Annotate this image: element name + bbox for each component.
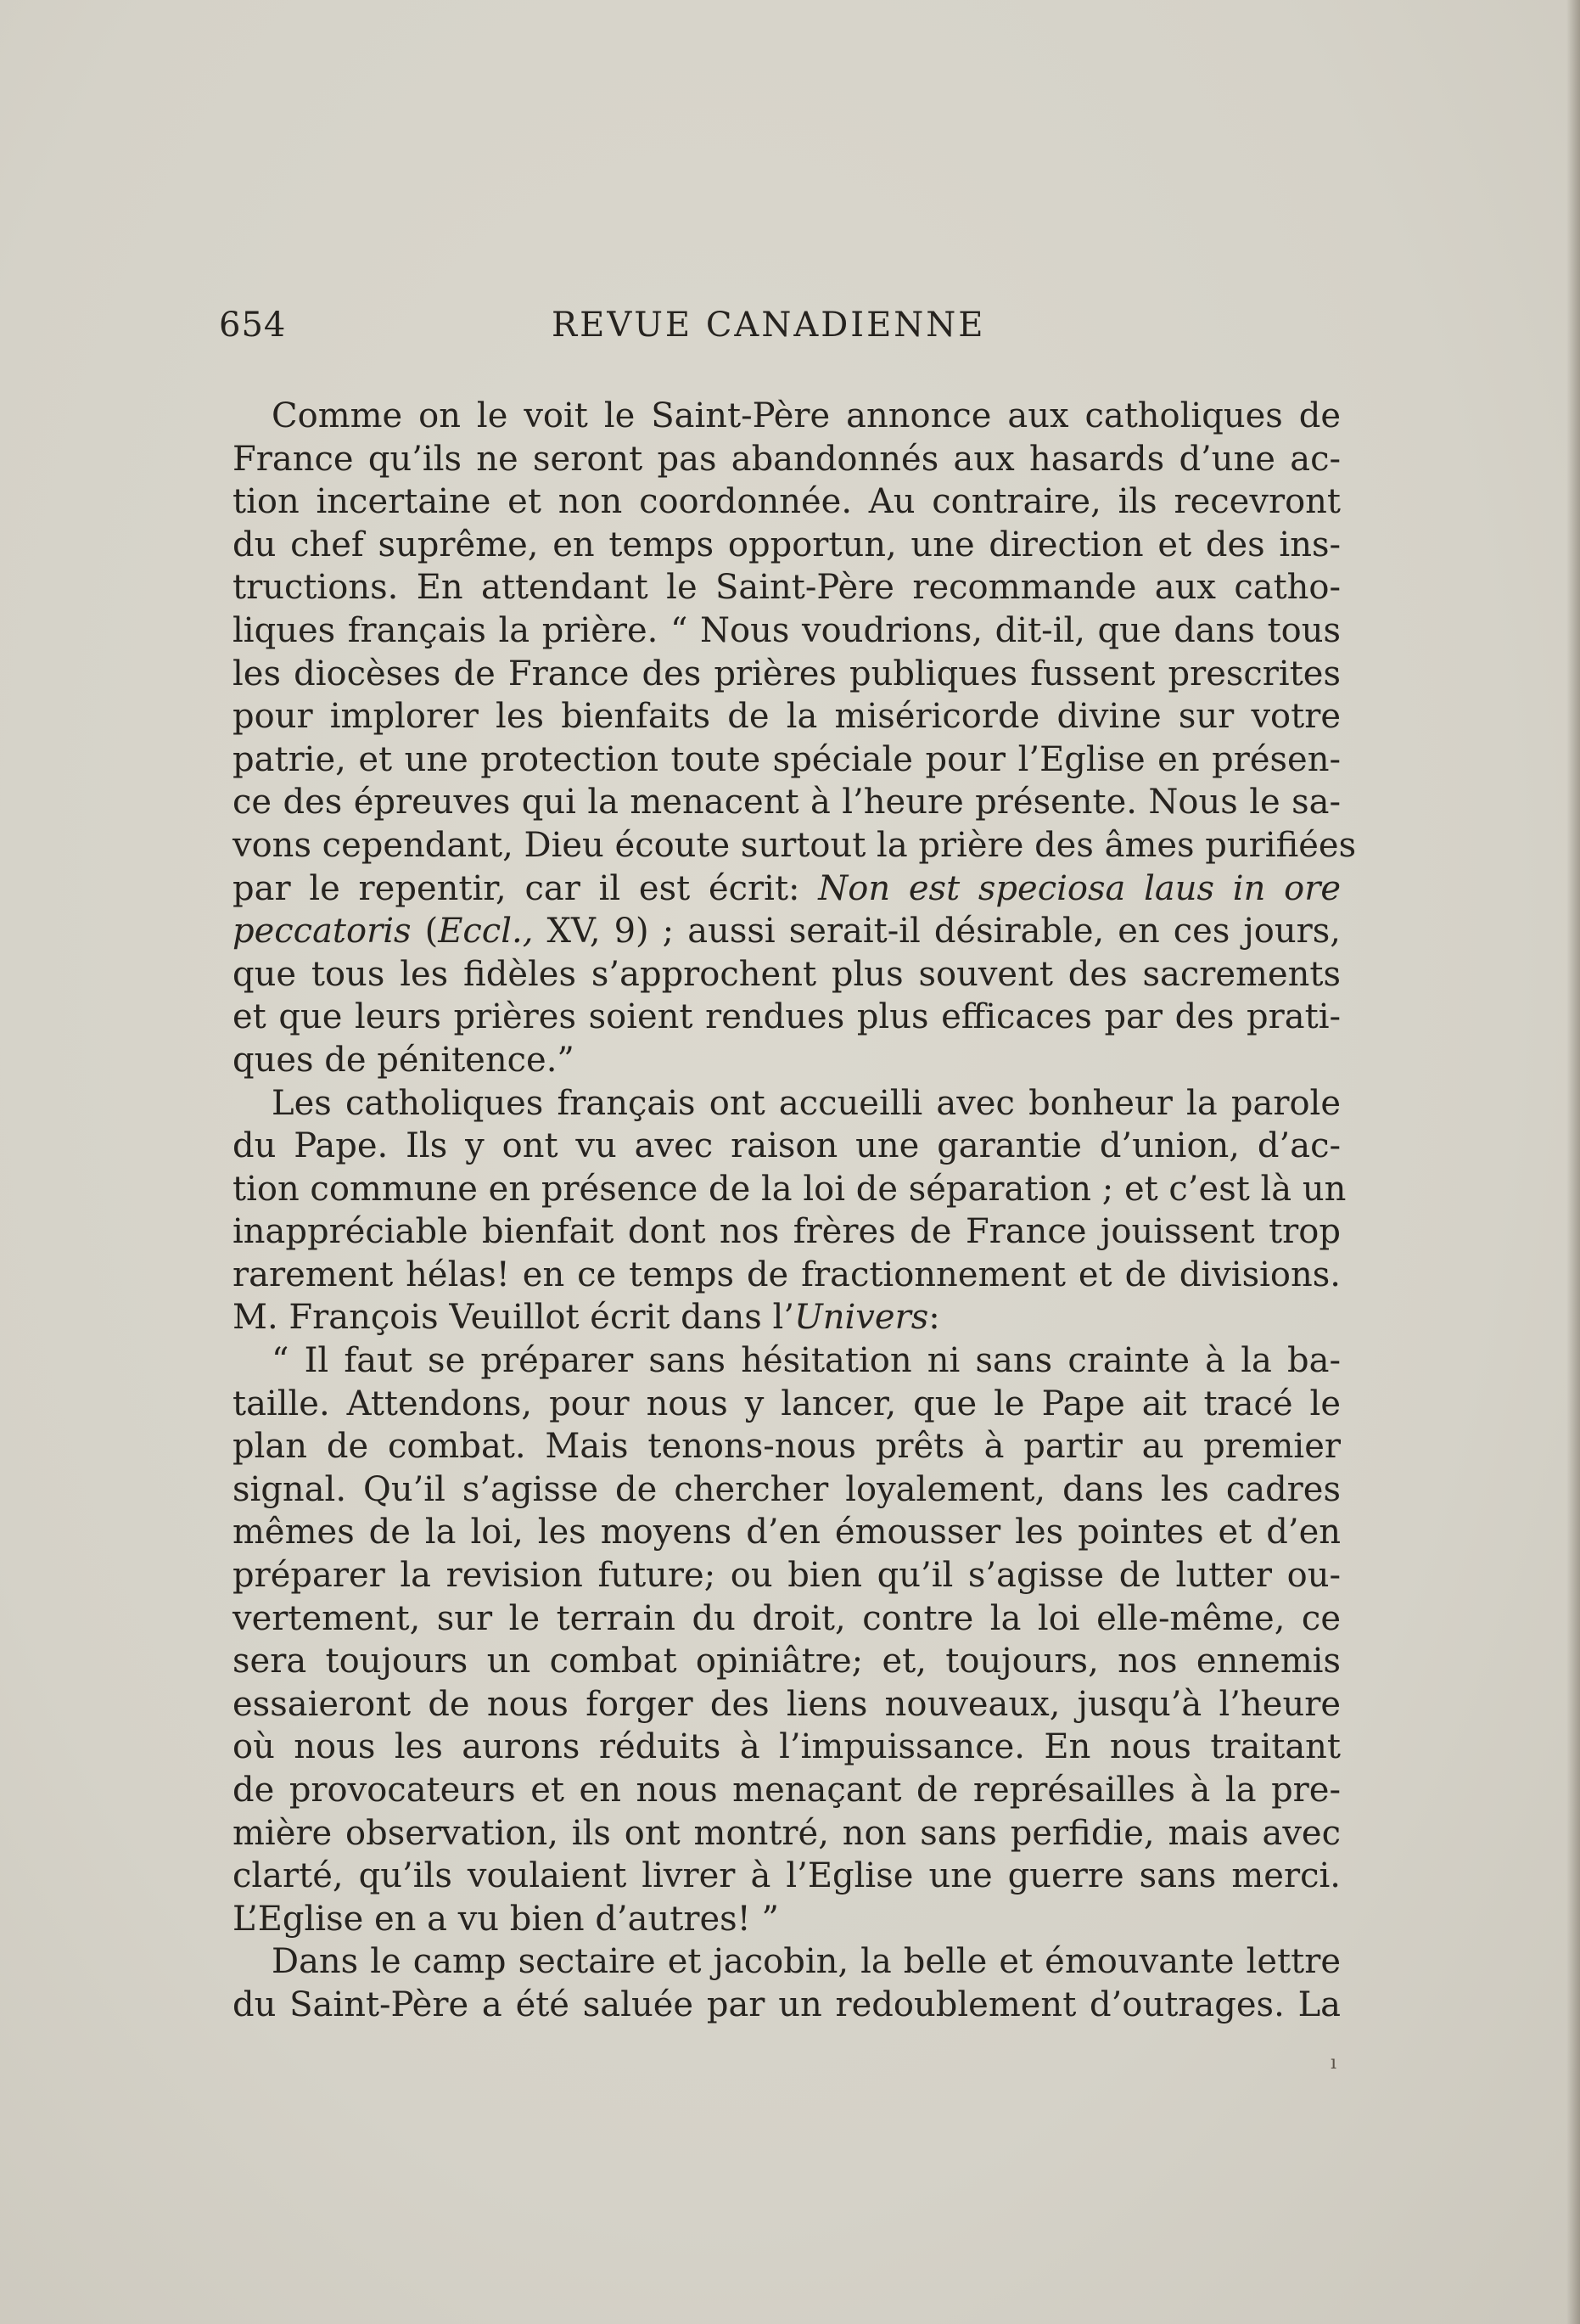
text-line: [233, 1554, 1341, 1597]
text-line: [233, 1812, 1341, 1855]
running-title: REVUE CANADIENNE: [552, 306, 986, 345]
body-text: [233, 395, 1357, 2027]
text-line: [233, 910, 1341, 953]
text-line: [233, 867, 1341, 911]
text-line: [233, 524, 1341, 567]
text-line: [233, 1039, 1341, 1082]
line-text: vons cependant, Dieu écoute surtout la prière des âmes purifiées: [233, 825, 1357, 865]
line-text: et que leurs prières soient rendues plus efficaces par des prati-: [233, 997, 1341, 1037]
text-line: [233, 695, 1341, 738]
text-line: [233, 738, 1341, 782]
line-text: clarté, qu’ils voulaient livrer à l’Eglise une guerre sans merci.: [233, 1856, 1341, 1896]
text-line: [233, 1940, 1341, 1984]
line-text: liques français la prière. “ Nous voudrions, dit-il, que dans tous: [233, 610, 1341, 650]
line-text: Dans le camp sectaire et jacobin, la belle et émouvante lettre: [272, 1942, 1341, 1982]
line-text: tion incertaine et non coordonnée. Au contraire, ils recevront: [233, 482, 1341, 522]
text-line: [233, 1210, 1341, 1254]
line-text: “ Il faut se préparer sans hésitation ni sans crainte à la ba-: [272, 1341, 1341, 1381]
text-line: [233, 1383, 1341, 1426]
line-text: Comme on le voit le Saint-Père annonce aux catholiques de: [272, 396, 1341, 435]
line-text: (: [411, 912, 439, 951]
line-text: par le repentir, car il est écrit:: [233, 868, 819, 908]
line-text: ques de pénitence.”: [233, 1040, 574, 1080]
text-line: [233, 781, 1341, 824]
page-number: 654: [219, 306, 287, 345]
text-line: [233, 566, 1341, 609]
text-line: [233, 1769, 1341, 1812]
line-text: que tous les fidèles s’approchent plus souvent des sacrements: [233, 954, 1341, 994]
line-text: du chef suprême, en temps opportun, une direction et des ins-: [233, 525, 1341, 564]
text-line: [233, 1125, 1341, 1168]
text-line: [233, 1640, 1341, 1683]
text-line: [233, 1254, 1341, 1297]
text-line: [233, 1726, 1341, 1769]
line-text: les diocèses de France des prières publiques fussent prescrites: [233, 654, 1341, 693]
text-line: [233, 1683, 1341, 1726]
text-line: [233, 996, 1341, 1039]
text-line: [233, 1468, 1341, 1512]
line-text: mière observation, ils ont montré, non sans perfidie, mais avec: [233, 1813, 1341, 1853]
line-text: préparer la revision future; ou bien qu’il s’agisse de lutter ou-: [233, 1556, 1341, 1596]
stray-mark: ı: [1331, 2052, 1337, 2074]
line-text: :: [928, 1298, 940, 1338]
line-text: du Saint-Père a été saluée par un redoublement d’outrages. La: [233, 1984, 1341, 2024]
line-text: tructions. En attendant le Saint-Père recommande aux catho-: [233, 568, 1341, 608]
italic-text: Univers: [794, 1298, 929, 1338]
line-text: essaieront de nous forger des liens nouveaux, jusqu’à l’heure: [233, 1684, 1341, 1724]
line-text: pour implorer les bienfaits de la miséricorde divine sur votre: [233, 697, 1341, 737]
page-edge-shadow: [1566, 0, 1580, 2324]
line-text: rarement hélas! en ce temps de fractionnement et de divisions.: [233, 1255, 1341, 1294]
line-text: XV, 9) ; aussi serait-il désirable, en ces jours,: [533, 912, 1342, 951]
text-line: [233, 1082, 1341, 1126]
line-text: vertement, sur le terrain du droit, contre la loi elle-même, ce: [233, 1598, 1341, 1638]
text-line: [233, 1511, 1341, 1554]
line-text: tion commune en présence de la loi de séparation ; et c’est là un: [233, 1169, 1347, 1209]
text-line: [233, 1597, 1341, 1641]
line-text: ce des épreuves qui la menacent à l’heure présente. Nous le sa-: [233, 783, 1341, 822]
line-text: L’Eglise en a vu bien d’autres! ”: [233, 1899, 779, 1939]
text-line: [233, 653, 1341, 696]
text-line: [233, 1296, 1341, 1339]
text-line: [233, 1425, 1341, 1468]
line-text: Les catholiques français ont accueilli avec bonheur la parole: [272, 1083, 1341, 1123]
text-line: [233, 824, 1357, 867]
italic-text: Non est speciosa laus in ore: [818, 868, 1341, 908]
line-text: taille. Attendons, pour nous y lancer, que le Pape ait tracé le: [233, 1384, 1341, 1423]
text-line: [233, 395, 1341, 438]
text-line: [233, 1898, 1341, 1941]
line-text: inappréciable bienfait dont nos frères de France jouissent trop: [233, 1212, 1341, 1252]
text-line: [233, 609, 1341, 653]
line-text: M. François Veuillot écrit dans l’: [233, 1298, 795, 1338]
page-header: [219, 306, 1011, 356]
line-text: signal. Qu’il s’agisse de chercher loyalement, dans les cadres: [233, 1469, 1341, 1509]
text-line: [233, 1168, 1347, 1211]
text-line: [233, 953, 1341, 996]
italic-text: peccatoris: [233, 912, 412, 951]
line-text: sera toujours un combat opiniâtre; et, toujours, nos ennemis: [233, 1642, 1341, 1681]
line-text: du Pape. Ils y ont vu avec raison une garantie d’union, d’ac-: [233, 1126, 1341, 1166]
text-line: [233, 1855, 1341, 1898]
line-text: de provocateurs et en nous menaçant de représailles à la pre-: [233, 1771, 1341, 1810]
line-text: mêmes de la loi, les moyens d’en émousser les pointes et d’en: [233, 1513, 1341, 1552]
text-line: [233, 438, 1341, 481]
line-text: France qu’ils ne seront pas abandonnés aux hasards d’une ac-: [233, 439, 1341, 479]
text-line: [233, 1984, 1341, 2027]
italic-text: Eccl.,: [438, 912, 534, 951]
line-text: patrie, et une protection toute spéciale pour l’Eglise en présen-: [233, 739, 1341, 779]
text-line: [233, 1339, 1341, 1383]
line-text: plan de combat. Mais tenons-nous prêts à partir au premier: [233, 1427, 1341, 1467]
line-text: où nous les aurons réduits à l’impuissance. En nous traitant: [233, 1727, 1341, 1767]
text-line: [233, 480, 1341, 524]
